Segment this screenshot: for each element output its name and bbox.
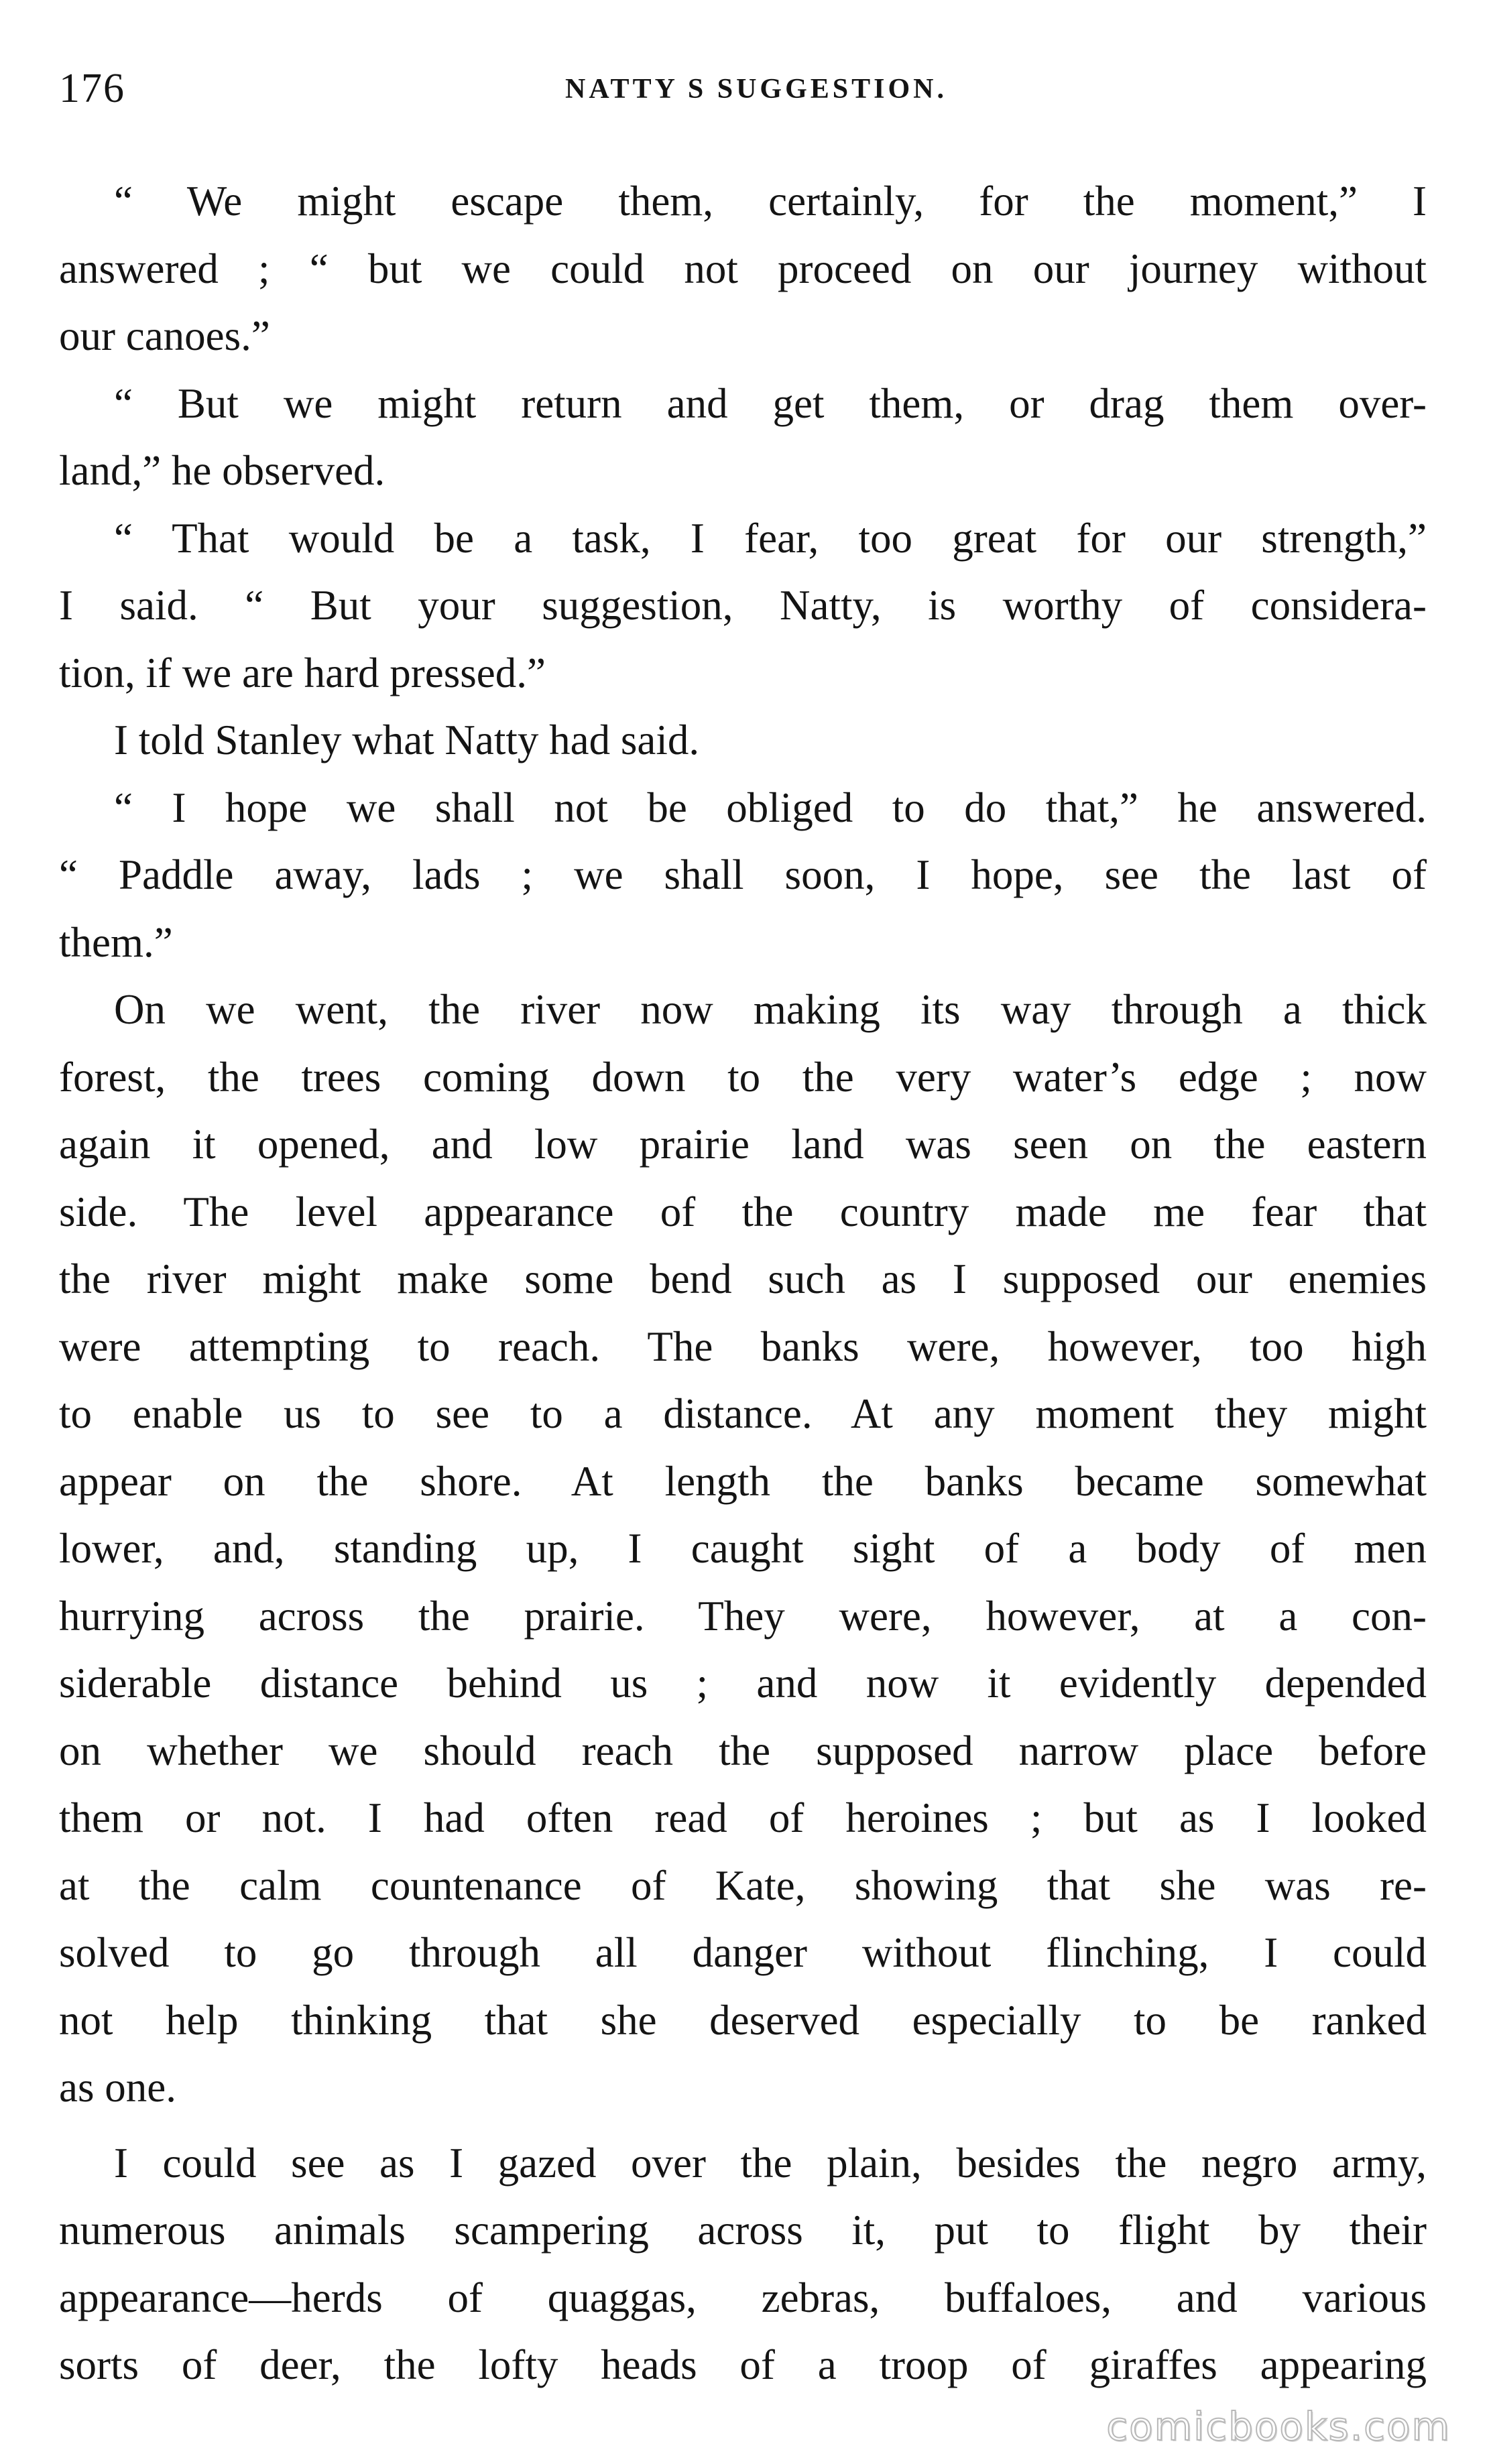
text-line: the river might make some bend such as I supposed our enemies bbox=[59, 1255, 1427, 1302]
text-line: “ Paddle away, lads ; we shall soon, I hope, see the last of bbox=[59, 851, 1427, 898]
text-line: were attempting to reach. The banks were, however, too high bbox=[59, 1322, 1427, 1370]
text-line: On we went, the river now making its way through a thick bbox=[114, 986, 1427, 1033]
page-header bbox=[59, 62, 1427, 115]
text-line: land,” he observed. bbox=[59, 447, 385, 494]
text-line: I told Stanley what Natty had said. bbox=[114, 717, 700, 763]
text-line: again it opened, and low prairie land was seen on the eastern bbox=[59, 1121, 1427, 1168]
text-line: at the calm countenance of Kate, showing that she was re- bbox=[59, 1861, 1427, 1909]
text-line: sorts of deer, the lofty heads of a troop of giraffes appearing bbox=[59, 2341, 1427, 2388]
page-number: 176 bbox=[59, 66, 125, 111]
text-line: siderable distance behind us ; and now it evidently depended bbox=[59, 1660, 1427, 1707]
text-line: tion, if we are hard pressed.” bbox=[59, 649, 546, 696]
watermark: comicbooks.com bbox=[1106, 2404, 1451, 2449]
text-line: our canoes.” bbox=[59, 312, 270, 359]
text-line: “ We might escape them, certainly, for the moment,” I bbox=[114, 178, 1427, 225]
text-line: not help thinking that she deserved especially to be ranked bbox=[59, 1996, 1427, 2044]
text-line: “ That would be a task, I fear, too great for our strength,” bbox=[114, 514, 1427, 562]
text-line: appearance—herds of quaggas, zebras, buffaloes, and various bbox=[59, 2274, 1427, 2321]
text-line: on whether we should reach the supposed narrow place before bbox=[59, 1727, 1427, 1774]
text-line: “ But we might return and get them, or drag them over- bbox=[114, 379, 1427, 427]
text-line: answered ; “ but we could not proceed on our journey without bbox=[59, 245, 1427, 292]
text-line: to enable us to see to a distance. At any moment they might bbox=[59, 1390, 1427, 1437]
text-line: I could see as I gazed over the plain, besides the negro army, bbox=[114, 2139, 1427, 2186]
text-line: as one. bbox=[59, 2064, 176, 2111]
text-line: lower, and, standing up, I caught sight of a body of men bbox=[59, 1525, 1427, 1572]
body-text bbox=[59, 168, 1427, 2399]
text-line: numerous animals scampering across it, put to flight by their bbox=[59, 2207, 1427, 2254]
text-line: forest, the trees coming down to the very water’s edge ; now bbox=[59, 1053, 1427, 1101]
text-line: hurrying across the prairie. They were, however, at a con- bbox=[59, 1592, 1427, 1640]
text-line: solved to go through all danger without flinching, I could bbox=[59, 1929, 1427, 1976]
text-line: I said. “ But your suggestion, Natty, is worthy of considera- bbox=[59, 582, 1427, 629]
text-line: them or not. I had often read of heroines ; but as I looked bbox=[59, 1794, 1427, 1841]
paragraph-gap bbox=[59, 2121, 1427, 2130]
text-line: them.” bbox=[59, 918, 173, 966]
running-head: NATTY S SUGGESTION. bbox=[565, 74, 947, 105]
text-line: side. The level appearance of the country made me fear that bbox=[59, 1188, 1427, 1235]
text-line: appear on the shore. At length the banks became somewhat bbox=[59, 1457, 1427, 1505]
text-line: “ I hope we shall not be obliged to do that,” he answered. bbox=[114, 784, 1427, 831]
